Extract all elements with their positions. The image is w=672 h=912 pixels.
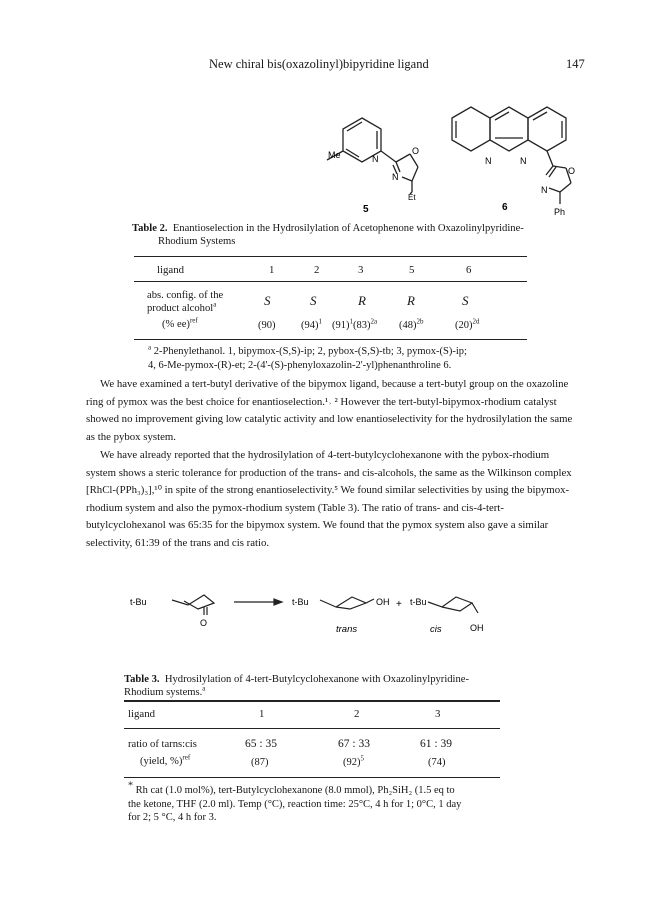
table2-col-2: 2 [314,264,320,276]
table2-col-1: 1 [269,264,275,276]
table2-r2-c5: $(48)^{2b}$ [399,317,424,331]
table3-mid-rule [124,728,500,729]
table3-col-2: 2 [354,708,360,720]
table3-bottom-rule [124,777,500,778]
atom-6-ph: Ph [554,207,566,217]
atom-6-o: O [568,166,576,176]
scheme-label-trans: trans [336,624,358,635]
running-title: New chiral bis(oxazolinyl)bipyridine ligand [209,57,429,71]
table3-footnote: * Rh cat (1.0 mol%), tert-Butylcyclohexanone (8.0 mmol), Ph₂SiH₂ (1.5 eq to the ketone, THF (2.0 ml). Temp (°C), reaction time: 25°C, 4 h for 1; 0°C, 1 day for 2; 5 °C, 4 h for 3. [128,780,462,823]
table2-r2-c6: $(20)^{2d}$ [455,317,480,331]
atom-6-n2: N [520,156,527,166]
table3-r1-c2: 67 : 33 [338,738,370,750]
scheme-product2-oh: OH [470,623,484,633]
atom-5-npy: N [372,154,379,164]
table3-r2-c3: (74) [428,757,446,768]
table2-r2-c2: $(94)^1$ [301,317,322,331]
table3-caption: Table 3. Hydrosilylation of 4-tert-Butylcyclohexanone with Oxazolinylpyridine- Rhodium systems.$^a$ [124,674,470,698]
scheme-product1-tbu: t-Bu [292,597,309,607]
table3-top-rule [124,700,500,702]
table3-row2-label: (yield, %)$^{ref}$ [140,753,191,767]
structures-5-6 [150,100,576,230]
table2-r1-c2: S [310,293,317,308]
table2-r2-c1: (90) [258,320,276,331]
table2-r1-c5: R [407,293,415,308]
scheme-product1-oh: OH [376,597,390,607]
paragraph-2: We have already reported that the hydrosilylation of 4-tert-butylcyclohexanone with the pybox-rhodium system shows a steric tolerance for production of the trans- and cis-alcohols, the same as the Wilkinson complex [RhCl-(PPh₃)₃],¹⁰ in spite of the strong enantioselectivity.⁵ We found similar selectivities by using the bipymox- rhodium system and also the pymox-rhodium system (Table 3). The ratio of trans- and cis-4-tert- butylcyclohexanol was 65:35 for the bipymox system. We found that the pymox system also gave a similar selectivity, 61:39 of the trans and cis ratio. [86,449,572,549]
table2-mid-rule [134,281,527,282]
scheme-product2-tbu: t-Bu [410,597,427,607]
compound-5-number: 5 [363,204,369,215]
table2-top-rule [134,256,527,257]
table2-col-5: 5 [409,264,415,276]
table2-caption-line1: Enantioselection in the Hydrosilylation of Acetophenone with Oxazolinylpyridine- [172,223,524,234]
scheme-plus: + [396,599,402,610]
table3-r1-c3: 61 : 39 [420,738,452,750]
table2-r1-c1: S [264,293,271,308]
table3-r2-c1: (87) [251,757,269,768]
reaction-scheme [130,585,530,645]
atom-5-nox: N [392,172,399,182]
table3-caption-label: Table 3. [124,674,160,685]
table2-caption [132,222,524,248]
table3-col-1: 1 [259,708,265,720]
table2-caption-line2: Rhodium Systems [158,236,236,247]
table2-col-3: 3 [358,264,364,276]
compound-6-number: 6 [502,202,508,213]
page-number: 147 [566,57,585,71]
table2-r1-c3: R [358,293,366,308]
table3-r1-c1: 65 : 35 [245,738,277,750]
table3-header-label: ligand [128,708,155,720]
table2-bottom-rule [134,339,527,340]
scheme-label-cis: cis [430,624,442,635]
table2-r2-c3: $(91)^1(83)^{2a}$ [332,317,378,331]
table2-caption-label: Table 2. [132,223,168,234]
atom-6-nox: N [541,185,548,195]
paragraph-1: We have examined a tert-butyl derivative of the bipymox ligand, because a tert-butyl group on the oxazoline ring of pymox was the best choice for enantioselection.¹˒ ² However the tert-butyl-bipymox-rhodium catalyst showed no improvement giving low catalytic activity and low enantioselectivity for the hydrosilylation the same as the pybox system. [86,378,573,443]
table3-col-3: 3 [435,708,441,720]
atom-6-n1: N [485,156,492,166]
table2-r1-c6: S [462,293,469,308]
table3-r2-c2: $(92)^5$ [343,754,364,768]
table3-row1-label: ratio of tarns:cis [128,739,197,750]
scheme-reactant-tbu: t-Bu [130,597,147,607]
atom-5-et: Et [408,193,416,202]
atom-5-me: Me [328,150,341,160]
table2-col-6: 6 [466,264,472,276]
table2-row1-label: abs. config. of the product alcohol$^a$ [147,290,224,314]
scheme-reactant-o: O [200,618,208,628]
table2-header-label: ligand [157,264,184,276]
atom-5-o: O [412,146,420,156]
table2-row2-label: (% ee)$^{ref}$ [162,316,198,330]
table2-footnote: $^a$ 2-Phenylethanol. 1, bipymox-(S,S)-ip; 2, pybox-(S,S)-tb; 3, pymox-(S)-ip; 4, 6-Me-pymox-(R)-et; 2-(4'-(S)-phenyloxazolin-2'-yl)phenanthroline 6. [148,343,467,371]
